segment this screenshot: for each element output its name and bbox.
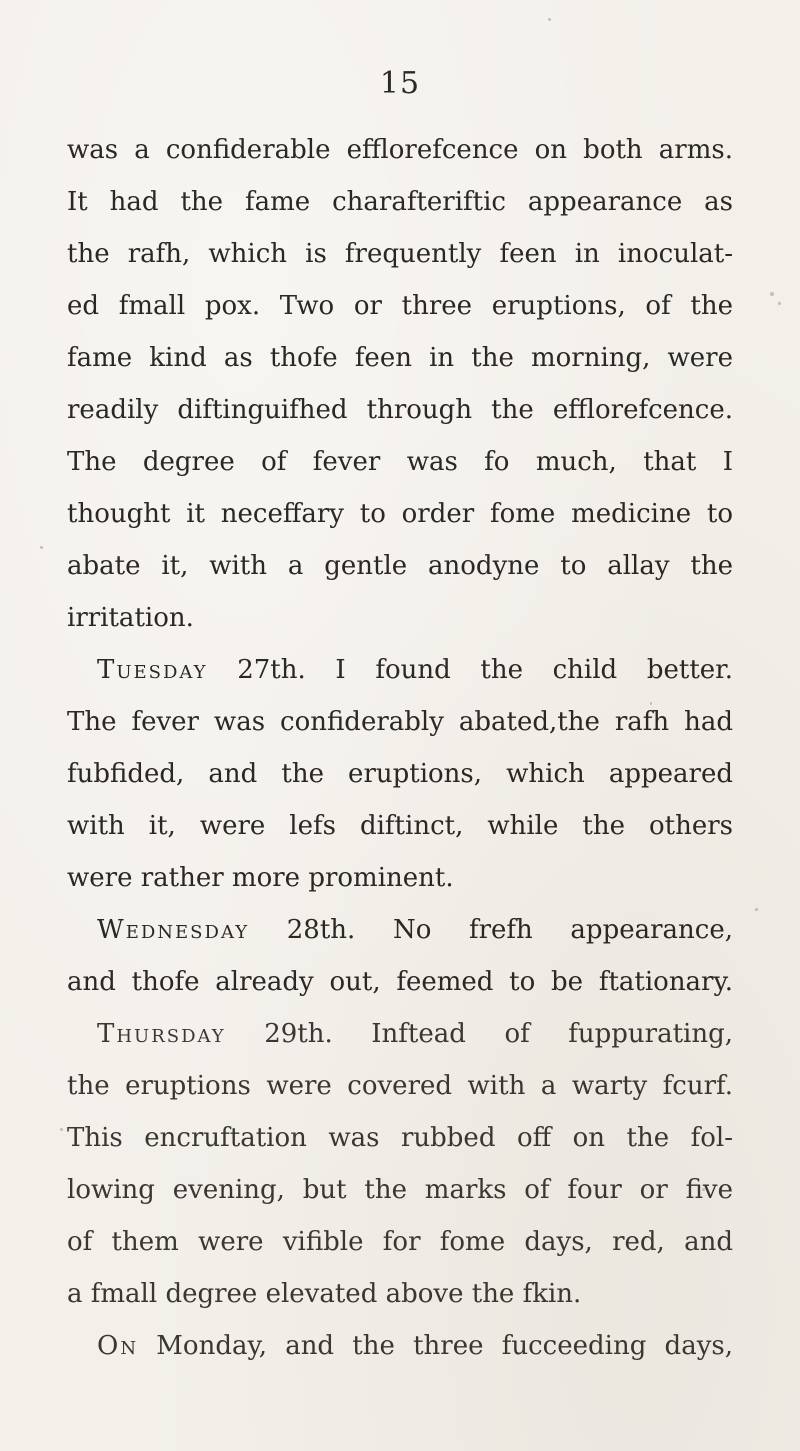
day-heading: Tuesday [97,655,208,685]
paper-speck [650,702,652,705]
text-line [67,852,733,904]
text-line [67,1268,733,1320]
day-heading: On [97,1331,139,1361]
day-heading: Thursday [97,1019,226,1049]
entry-tuesday [97,644,733,696]
line-text: fubfided, and the eruptions, which appeared [67,759,733,789]
line-text: The degree of fever was fo much, that I [67,447,733,477]
text-line [67,592,733,644]
text-line [67,1060,733,1112]
line-text: It had the fame charafteriftic appearance as [67,187,733,217]
line-text: the rafh, which is frequently feen in inoculat- [67,239,733,269]
text-line [67,800,733,852]
line-text: irritation. [67,603,194,633]
paper-speck [770,292,774,296]
line-text: The fever was confiderably abated,the rafh had [67,707,733,737]
line-text: 29th. Inftead of fuppurating, [225,1019,733,1049]
text-line [67,280,733,332]
text-line [67,332,733,384]
text-line [67,748,733,800]
line-text: was a confiderable efflorefcence on both arms. [67,135,733,165]
line-text: fame kind as thofe feen in the morning, were [67,343,733,373]
line-text: lowing evening, but the marks of four or five [67,1175,733,1205]
line-text: thought it neceffary to order fome medicine to [67,499,733,529]
line-text: Monday, and the three fucceeding days, [138,1331,733,1361]
text-line [67,124,733,176]
line-text: were rather more prominent. [67,863,454,893]
page-number: 15 [379,66,421,101]
line-text: readily diftinguifhed through the efflorefcence. [67,395,733,425]
line-text: and thofe already out, feemed to be ftationary. [67,967,733,997]
text-line [67,1112,733,1164]
paper-speck [60,1128,63,1131]
line-text: the eruptions were covered with a warty fcurf. [67,1071,733,1101]
text-line [67,176,733,228]
text-line [67,1164,733,1216]
entry-thursday [97,1008,733,1060]
line-text: 28th. No frefh appearance, [249,915,733,945]
line-text: ed fmall pox. Two or three eruptions, of the [67,291,733,321]
entry-monday [97,1320,733,1372]
text-line [67,540,733,592]
line-text: This encruftation was rubbed off on the fol- [67,1123,733,1153]
paper-speck [755,908,758,911]
text-line [67,696,733,748]
paper-speck [778,302,781,305]
text-line [67,384,733,436]
paper-speck [702,1188,705,1191]
line-text: abate it, with a gentle anodyne to allay the [67,551,733,581]
line-text: of them were vifible for fome days, red, and [67,1227,733,1257]
day-heading: Wednesday [97,915,250,945]
entry-wednesday [97,904,733,956]
text-line [67,228,733,280]
line-text: a fmall degree elevated above the fkin. [67,1279,582,1309]
paper-speck [40,546,43,549]
text-line [67,1216,733,1268]
text-line [67,436,733,488]
line-text: with it, were lefs diftinct, while the others [67,811,733,841]
line-text: 27th. I found the child better. [207,655,733,685]
paper-speck [548,18,551,21]
text-line [67,488,733,540]
text-line [67,956,733,1008]
